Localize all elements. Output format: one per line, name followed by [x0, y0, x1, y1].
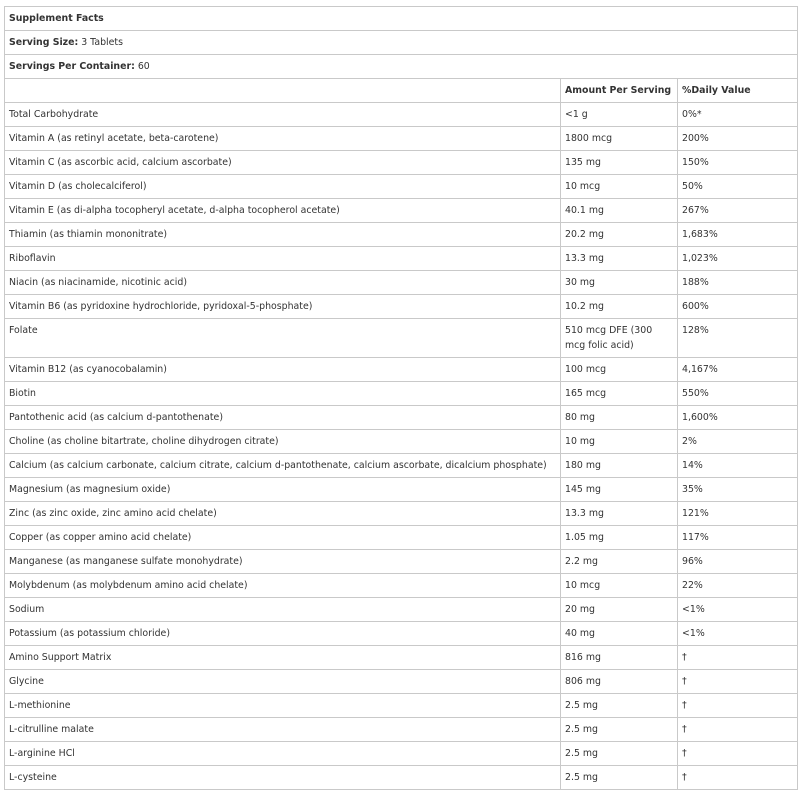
daily-value: 4,167% — [678, 358, 798, 382]
amount-per-serving: 135 mg — [561, 151, 678, 175]
amount-per-serving: 2.5 mg — [561, 718, 678, 742]
table-title: Supplement Facts — [5, 7, 798, 31]
amount-per-serving: 806 mg — [561, 670, 678, 694]
daily-value: 2% — [678, 430, 798, 454]
nutrient-name: L-cysteine — [5, 766, 561, 790]
nutrient-name: Vitamin D (as cholecalciferol) — [5, 175, 561, 199]
table-row — [5, 694, 798, 718]
table-row — [5, 199, 798, 223]
nutrient-name: Total Carbohydrate — [5, 103, 561, 127]
serving-size-row — [5, 31, 798, 55]
nutrient-name: Glycine — [5, 670, 561, 694]
table-row — [5, 223, 798, 247]
nutrient-name: Folate — [5, 319, 561, 358]
table-row — [5, 622, 798, 646]
nutrient-name: L-arginine HCl — [5, 742, 561, 766]
table-row — [5, 526, 798, 550]
amount-per-serving: 20.2 mg — [561, 223, 678, 247]
amount-per-serving: 40 mg — [561, 622, 678, 646]
amount-per-serving: 510 mcg DFE (300 mcg folic acid) — [561, 319, 678, 358]
column-header-amount: Amount Per Serving — [561, 79, 678, 103]
amount-per-serving: 2.5 mg — [561, 694, 678, 718]
amount-per-serving: 10 mcg — [561, 175, 678, 199]
amount-per-serving: 2.2 mg — [561, 550, 678, 574]
daily-value: 550% — [678, 382, 798, 406]
table-row — [5, 550, 798, 574]
amount-per-serving: 2.5 mg — [561, 766, 678, 790]
amount-per-serving: 13.3 mg — [561, 502, 678, 526]
table-row — [5, 742, 798, 766]
amount-per-serving: 180 mg — [561, 454, 678, 478]
amount-per-serving: 816 mg — [561, 646, 678, 670]
amount-per-serving: 10 mg — [561, 430, 678, 454]
amount-per-serving: 13.3 mg — [561, 247, 678, 271]
table-row — [5, 271, 798, 295]
table-row — [5, 358, 798, 382]
amount-per-serving: 100 mcg — [561, 358, 678, 382]
daily-value: 117% — [678, 526, 798, 550]
nutrient-name: Manganese (as manganese sulfate monohydrate) — [5, 550, 561, 574]
daily-value: 14% — [678, 454, 798, 478]
nutrient-name: Pantothenic acid (as calcium d-pantothenate) — [5, 406, 561, 430]
table-row — [5, 598, 798, 622]
amount-per-serving: 80 mg — [561, 406, 678, 430]
table-row — [5, 502, 798, 526]
table-row — [5, 406, 798, 430]
table-row — [5, 478, 798, 502]
daily-value: <1% — [678, 598, 798, 622]
amount-per-serving: 165 mcg — [561, 382, 678, 406]
amount-per-serving: 10 mcg — [561, 574, 678, 598]
amount-per-serving: 20 mg — [561, 598, 678, 622]
daily-value: † — [678, 718, 798, 742]
table-row — [5, 574, 798, 598]
amount-per-serving: <1 g — [561, 103, 678, 127]
daily-value: <1% — [678, 622, 798, 646]
table-row — [5, 103, 798, 127]
nutrient-name: Copper (as copper amino acid chelate) — [5, 526, 561, 550]
daily-value: † — [678, 694, 798, 718]
nutrient-name: Choline (as choline bitartrate, choline dihydrogen citrate) — [5, 430, 561, 454]
daily-value: † — [678, 670, 798, 694]
nutrient-name: Amino Support Matrix — [5, 646, 561, 670]
table-row — [5, 382, 798, 406]
nutrient-name: Vitamin C (as ascorbic acid, calcium ascorbate) — [5, 151, 561, 175]
amount-per-serving: 10.2 mg — [561, 295, 678, 319]
servings-per-container-row — [5, 55, 798, 79]
table-row — [5, 766, 798, 790]
nutrient-name: L-citrulline malate — [5, 718, 561, 742]
serving-size-label: Serving Size: — [9, 37, 79, 48]
amount-per-serving: 40.1 mg — [561, 199, 678, 223]
nutrient-name: Vitamin B6 (as pyridoxine hydrochloride, pyridoxal-5-phosphate) — [5, 295, 561, 319]
servings-per-container-value: 60 — [137, 61, 150, 72]
daily-value: 35% — [678, 478, 798, 502]
nutrient-name: Vitamin A (as retinyl acetate, beta-carotene) — [5, 127, 561, 151]
daily-value: 600% — [678, 295, 798, 319]
table-row — [5, 127, 798, 151]
nutrient-name: Niacin (as niacinamide, nicotinic acid) — [5, 271, 561, 295]
nutrient-name: L-methionine — [5, 694, 561, 718]
daily-value: 0%* — [678, 103, 798, 127]
column-header-nutrient — [5, 79, 561, 103]
daily-value: 22% — [678, 574, 798, 598]
daily-value: † — [678, 742, 798, 766]
amount-per-serving: 145 mg — [561, 478, 678, 502]
nutrient-name: Sodium — [5, 598, 561, 622]
nutrient-name: Magnesium (as magnesium oxide) — [5, 478, 561, 502]
daily-value: 267% — [678, 199, 798, 223]
servings-per-container-label: Servings Per Container: — [9, 61, 135, 72]
column-header-row — [5, 79, 798, 103]
nutrient-name: Riboflavin — [5, 247, 561, 271]
table-row — [5, 319, 798, 358]
daily-value: 200% — [678, 127, 798, 151]
nutrient-name: Potassium (as potassium chloride) — [5, 622, 561, 646]
daily-value: 128% — [678, 319, 798, 358]
daily-value: 121% — [678, 502, 798, 526]
daily-value: 50% — [678, 175, 798, 199]
nutrient-name: Vitamin B12 (as cyanocobalamin) — [5, 358, 561, 382]
nutrient-name: Thiamin (as thiamin mononitrate) — [5, 223, 561, 247]
table-row — [5, 646, 798, 670]
nutrient-name: Calcium (as calcium carbonate, calcium citrate, calcium d-pantothenate, calcium ascorbate, dicalcium phosphate) — [5, 454, 561, 478]
daily-value: 1,023% — [678, 247, 798, 271]
serving-size — [5, 31, 798, 55]
table-row — [5, 670, 798, 694]
serving-size-value: 3 Tablets — [81, 37, 123, 48]
servings-per-container — [5, 55, 798, 79]
table-row — [5, 430, 798, 454]
table-row — [5, 175, 798, 199]
table-row — [5, 247, 798, 271]
title-row — [5, 7, 798, 31]
table-row — [5, 295, 798, 319]
daily-value: † — [678, 646, 798, 670]
daily-value: 1,600% — [678, 406, 798, 430]
amount-per-serving: 30 mg — [561, 271, 678, 295]
table-row — [5, 454, 798, 478]
amount-per-serving: 1800 mcg — [561, 127, 678, 151]
daily-value: 150% — [678, 151, 798, 175]
amount-per-serving: 1.05 mg — [561, 526, 678, 550]
daily-value: 1,683% — [678, 223, 798, 247]
nutrient-name: Zinc (as zinc oxide, zinc amino acid chelate) — [5, 502, 561, 526]
daily-value: † — [678, 766, 798, 790]
nutrient-name: Vitamin E (as di-alpha tocopheryl acetate, d-alpha tocopherol acetate) — [5, 199, 561, 223]
table-row — [5, 151, 798, 175]
nutrient-name: Biotin — [5, 382, 561, 406]
table-row — [5, 718, 798, 742]
supplement-facts-table — [4, 6, 798, 790]
nutrient-name: Molybdenum (as molybdenum amino acid chelate) — [5, 574, 561, 598]
column-header-daily-value: %Daily Value — [678, 79, 798, 103]
daily-value: 96% — [678, 550, 798, 574]
daily-value: 188% — [678, 271, 798, 295]
amount-per-serving: 2.5 mg — [561, 742, 678, 766]
